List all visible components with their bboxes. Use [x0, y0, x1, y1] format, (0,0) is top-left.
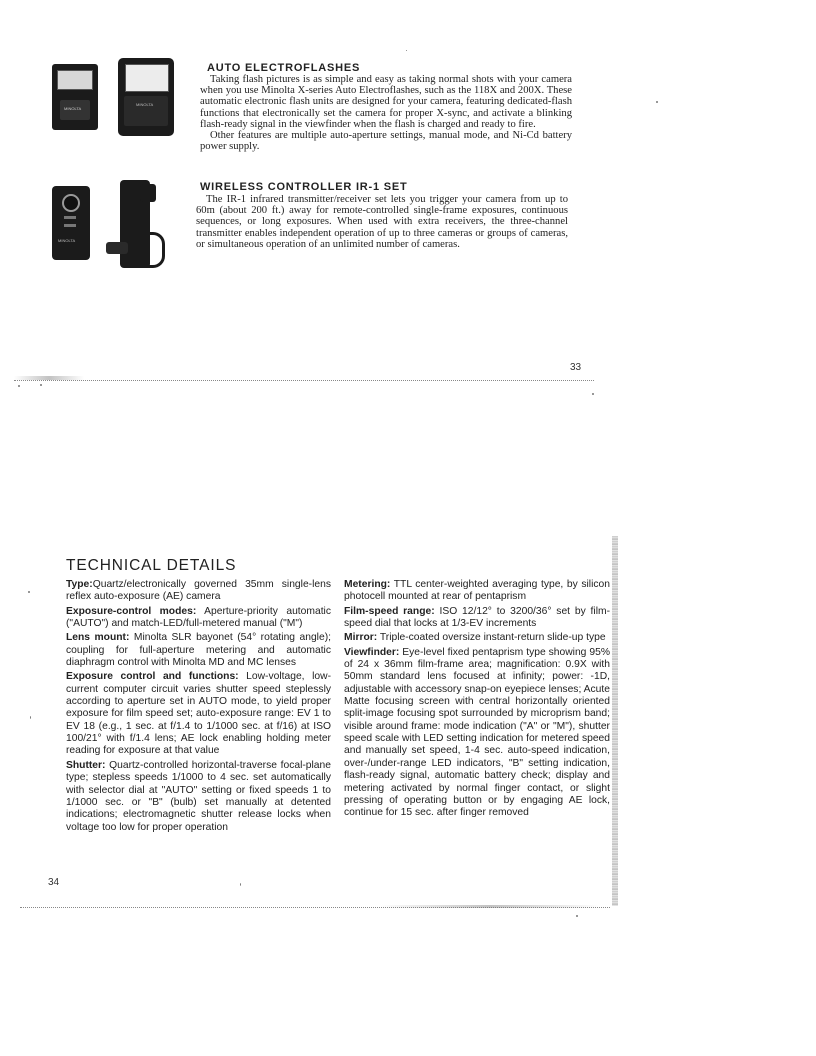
ir1-receiver [52, 186, 90, 260]
scan-bottom-smudge [380, 905, 600, 908]
flash-brand-label-2: MINOLTA [136, 102, 154, 107]
flash-brand-label: MINOLTA [64, 106, 82, 111]
spec-exposure-control-functions: Exposure control and functions: Low-voltage, low-current computer circuit varies shutter speed steplessly according to aperture set in AUTO mode, to yield proper exposure for film speed set; auto-exposure range: EV 1 to EV 18 (e.g., 1 sec. at f/1.4 to 1/1000 sec. at f/16) at ISO 100/21° with f/1.4 lens; AE lock enabling holding meter reading for exposure at that value [66, 671, 331, 757]
ir1-controller-photo [46, 180, 178, 274]
scan-fold-line [14, 380, 594, 382]
scan-page-edge [612, 536, 618, 906]
spec-column-left [66, 579, 331, 836]
spec-lens-mount: Lens mount: Minolta SLR bayonet (54° rotating angle); coupling for full-aperture metering and automatic diaphragm control with Minolta MD and MC lenses [66, 632, 331, 669]
flash-unit-118x [52, 64, 98, 130]
paragraph: Other features are multiple auto-aperture settings, manual mode, and Ni-Cd battery power supply. [200, 130, 572, 153]
paragraph: Taking flash pictures is as simple and easy as taking normal shots with your camera when you use Minolta X-series Auto Electroflashes, such as the 118X and 200X. These automatic electronic flash units are designed for your camera, featuring dedicated-flash functions that electronically set the camera for proper X-sync, and activate a blinking flash-ready signal in the viewfinder when the flash is charged and ready to fire. [200, 74, 572, 130]
technical-details-title: TECHNICAL DETAILS [66, 557, 237, 574]
page-number-34: 34 [48, 877, 60, 888]
spec-column-right [344, 579, 610, 822]
section-body-wireless-controller [196, 194, 568, 250]
paragraph: The IR-1 infrared transmitter/receiver set lets you trigger your camera from up to 60m (about 200 ft.) away for remote-controlled single-frame exposures, continuous sequences, or long exposures. When used with extra receivers, the three-channel transmitter enables independent operation of up to three cameras or groups of cameras, or simultaneous operation of an unlimited number of cameras. [196, 194, 568, 250]
controller-brand-label: MINOLTA [58, 238, 76, 243]
spec-viewfinder: Viewfinder: Eye-level fixed pentaprism type showing 95% of 24 x 36mm film-frame area; magnification: 0.9X with 50mm standard lens focused at infinity; power: -1D, adjustable with accessory snap-on eyepiece lenses; Acute Matte focusing screen with central horizontally oriented split-image focusing spot surrounded by microprism band; visible around frame: mode indication ("A" or "M"), shutter speed scale with LED setting indication for metered speed and manually set speed, 1-4 sec. auto-speed indication, over-/under-range LED indicators, "B" setting indication, flash-ready signal, automatic battery check; display and metering activated by normal finger contact, or slight pressing of operating button or by engaging AE lock, continue for 15 sec. after finger removed [344, 646, 610, 819]
spec-film-speed-range: Film-speed range: ISO 12/12° to 3200/36° set by film-speed dial that locks at 1/3-EV increments [344, 605, 610, 630]
section-title-wireless-controller: WIRELESS CONTROLLER IR-1 SET [200, 181, 408, 193]
flash-unit-200x [118, 58, 174, 136]
page-number-33: 33 [570, 362, 582, 373]
section-title-auto-electroflashes: AUTO ELECTROFLASHES [207, 62, 361, 74]
spec-shutter: Shutter: Quartz-controlled horizontal-traverse focal-plane type; stepless speeds 1/1000 to 4 sec. set automatically with selector dial at "AUTO" setting or fixed speeds 1 to 1/1000 sec. or "B" (bulb) set manually at detented indications; electromagnetic shutter release locks when voltage too low for proper operation [66, 759, 331, 833]
spec-exposure-control-modes: Exposure-control modes: Aperture-priority automatic ("AUTO") and match-LED/full-metered manual ("M") [66, 605, 331, 630]
section-body-auto-electroflashes [200, 74, 572, 152]
electroflash-photo [48, 58, 180, 138]
spec-type: Type:Quartz/electronically governed 35mm single-lens reflex auto-exposure (AE) camera [66, 579, 331, 603]
spec-metering: Metering: TTL center-weighted averaging type, by silicon photocell mounted at rear of pentaprism [344, 579, 610, 603]
spec-mirror: Mirror: Triple-coated oversize instant-return slide-up type [344, 632, 606, 644]
